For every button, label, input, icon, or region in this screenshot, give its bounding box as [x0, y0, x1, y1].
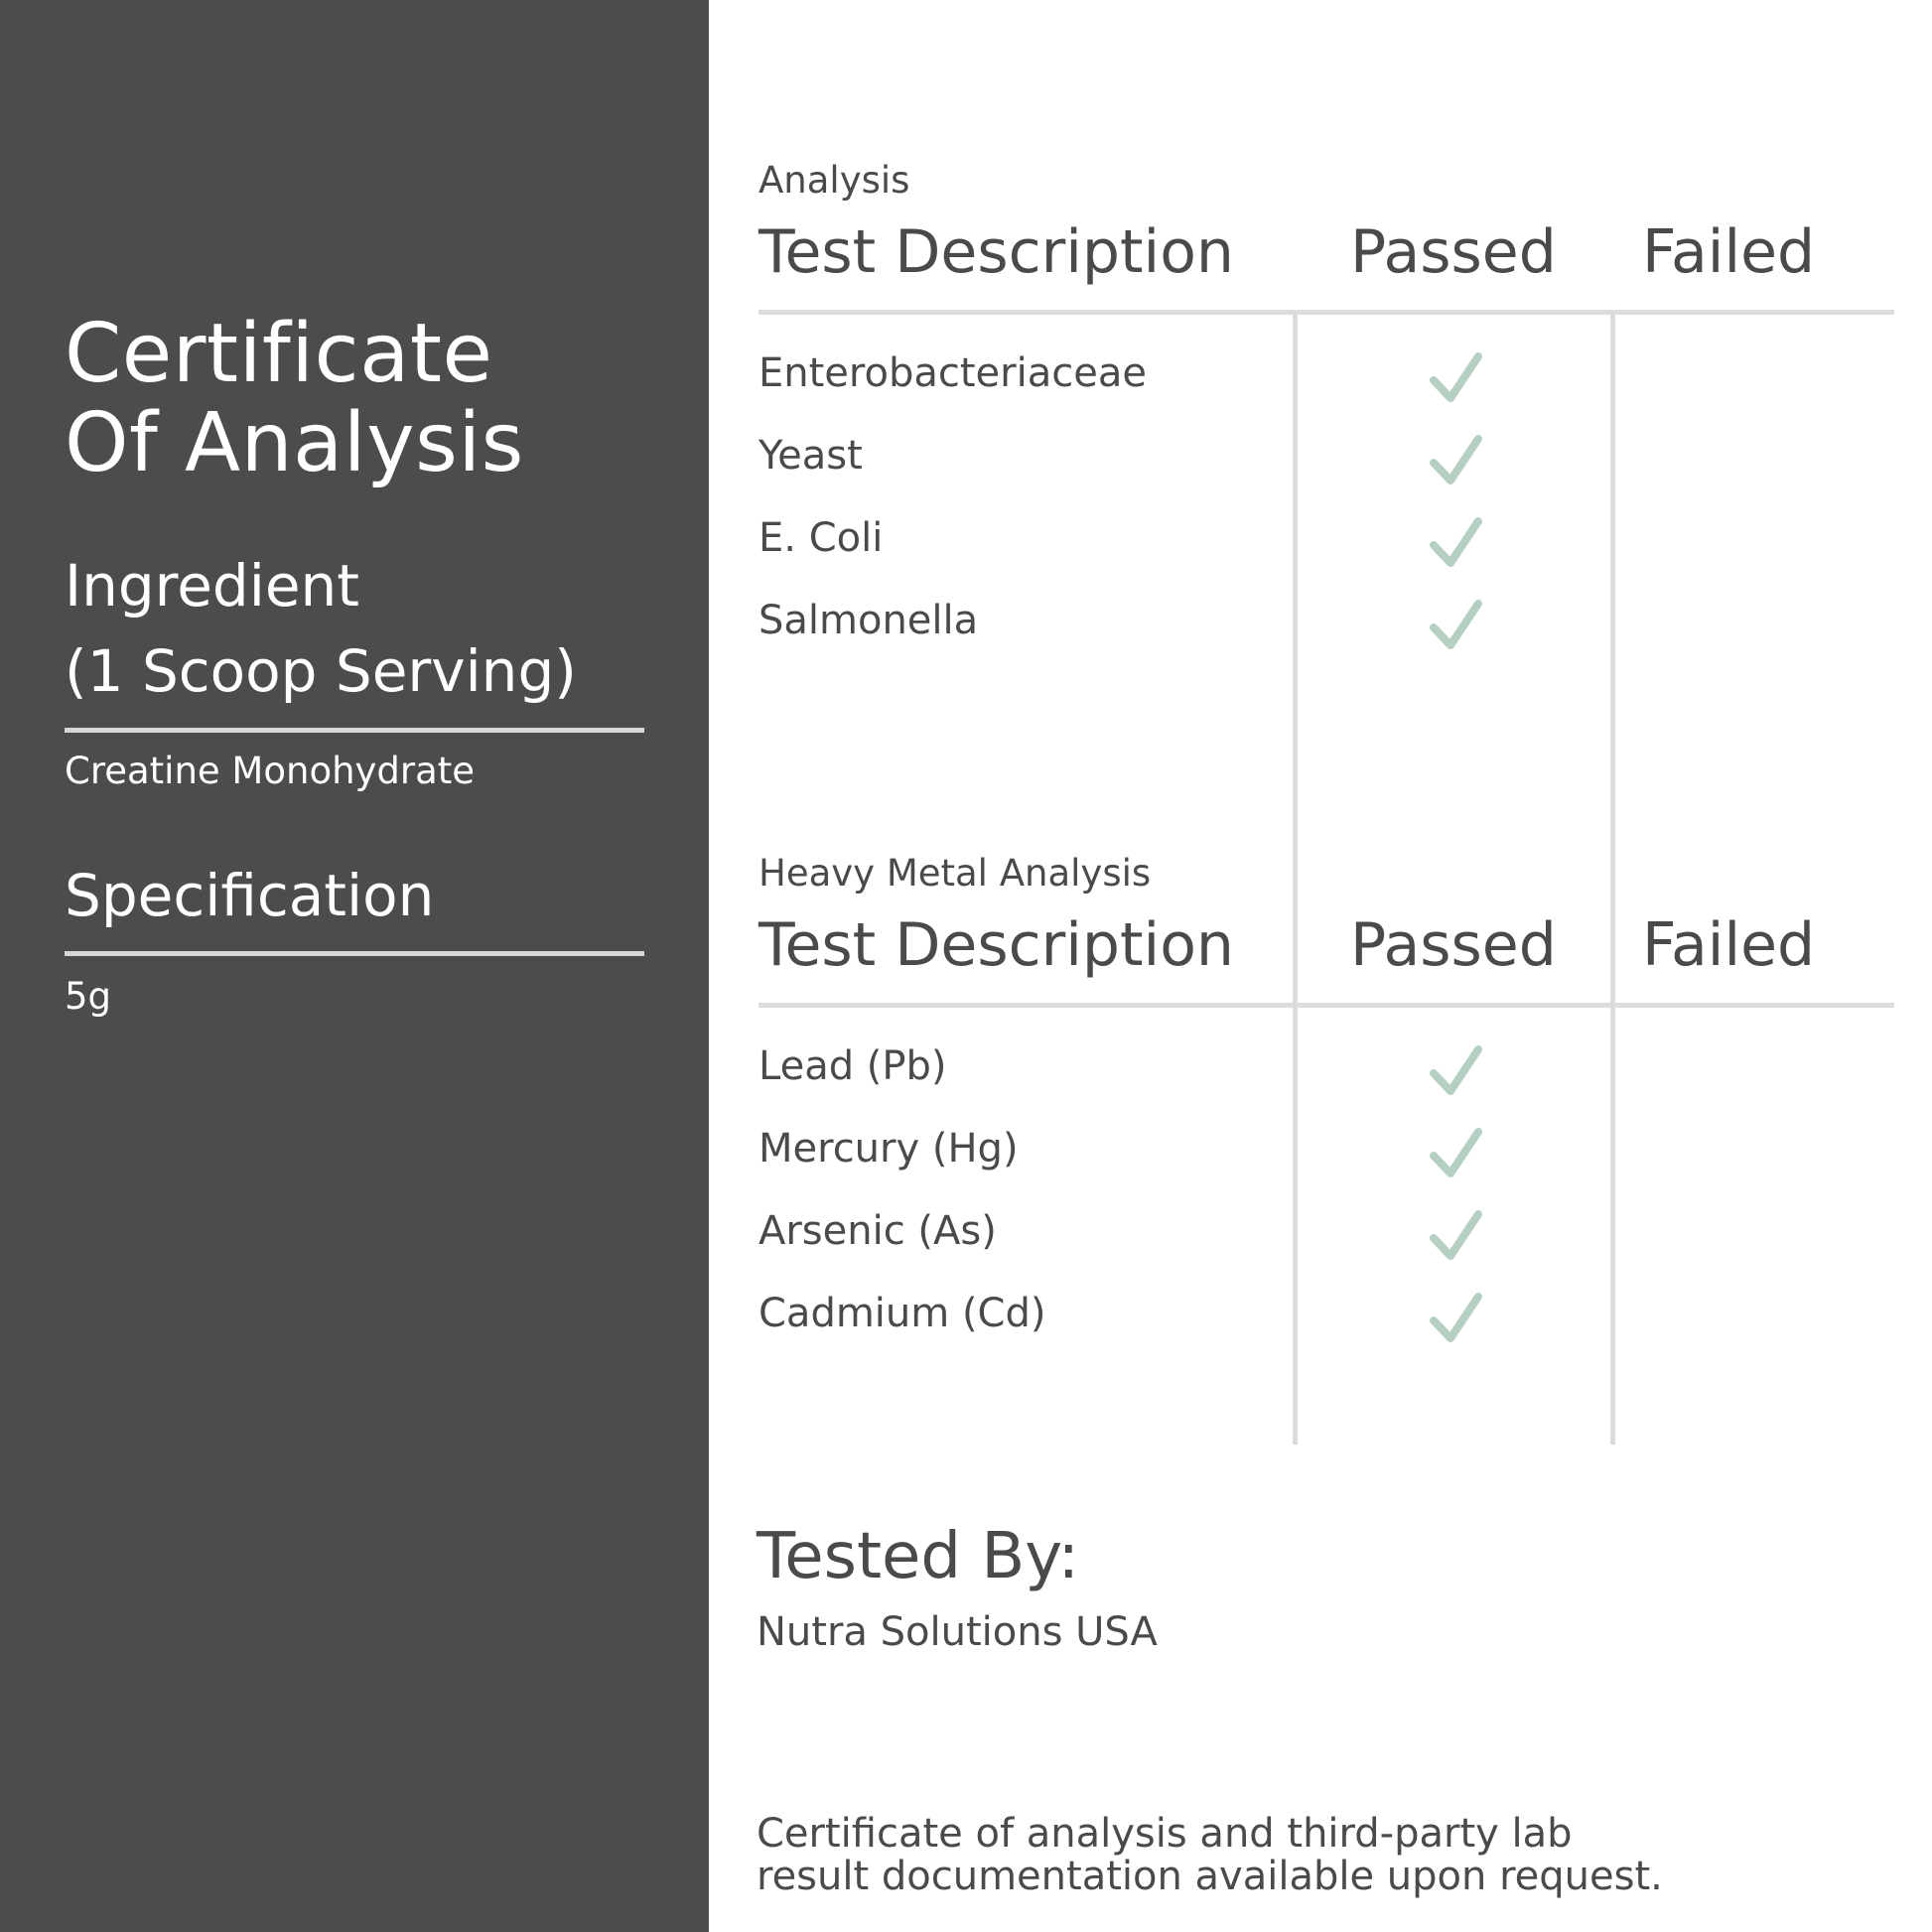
specification-heading-text: Specification	[65, 862, 435, 929]
heavy-metal-header-failed: Failed	[1642, 910, 1816, 980]
ingredient-heading-line-1: Ingredient	[65, 552, 360, 620]
check-icon	[1427, 1126, 1486, 1181]
analysis-row-label: E. Coli	[759, 515, 884, 561]
specification-value: 5g	[65, 975, 112, 1018]
specification-divider	[65, 951, 644, 956]
check-icon	[1427, 433, 1486, 488]
heavy-metal-header-divider	[759, 1003, 1894, 1008]
column-divider-failed	[1610, 315, 1615, 1445]
check-icon	[1427, 1291, 1486, 1346]
page-title	[65, 307, 524, 490]
main-content	[709, 0, 1932, 1932]
ingredient-heading	[65, 543, 577, 714]
analysis-header-failed: Failed	[1642, 217, 1816, 287]
heavy-metal-row-label: Arsenic (As)	[759, 1208, 997, 1254]
analysis-row-label: Salmonella	[759, 598, 979, 643]
specification-heading	[65, 853, 434, 938]
heavy-metal-header-description: Test Description	[759, 910, 1234, 980]
ingredient-divider	[65, 728, 644, 733]
heavy-metal-header-passed: Passed	[1350, 910, 1557, 980]
column-divider-passed	[1293, 315, 1298, 1445]
heavy-metal-row-label: Cadmium (Cd)	[759, 1291, 1046, 1336]
check-icon	[1427, 598, 1486, 653]
footer-note	[757, 1813, 1663, 1898]
analysis-caption: Analysis	[759, 159, 910, 202]
title-line-2: Of Analysis	[65, 396, 524, 490]
check-icon	[1427, 1208, 1486, 1264]
check-icon	[1427, 515, 1486, 571]
analysis-header-description: Test Description	[759, 217, 1234, 287]
footer-line-1: Certificate of analysis and third-party lab	[757, 1811, 1573, 1857]
analysis-row-label: Yeast	[759, 433, 863, 479]
analysis-row-label: Enterobacteriaceae	[759, 350, 1147, 396]
tested-by-heading: Tested By:	[757, 1520, 1080, 1593]
sidebar	[0, 0, 709, 1932]
footer-line-2: result documentation available upon request.	[757, 1854, 1663, 1899]
check-icon	[1427, 350, 1486, 406]
heavy-metal-row-label: Lead (Pb)	[759, 1043, 947, 1089]
heavy-metal-row-label: Mercury (Hg)	[759, 1126, 1019, 1172]
ingredient-value: Creatine Monohydrate	[65, 750, 476, 792]
title-line-1: Certificate	[65, 307, 493, 401]
heavy-metal-caption: Heavy Metal Analysis	[759, 852, 1152, 895]
analysis-header-divider	[759, 310, 1894, 315]
check-icon	[1427, 1043, 1486, 1099]
lab-name: Nutra Solutions USA	[757, 1609, 1158, 1655]
ingredient-heading-line-2: (1 Scoop Serving)	[65, 637, 577, 705]
analysis-header-passed: Passed	[1350, 217, 1557, 287]
